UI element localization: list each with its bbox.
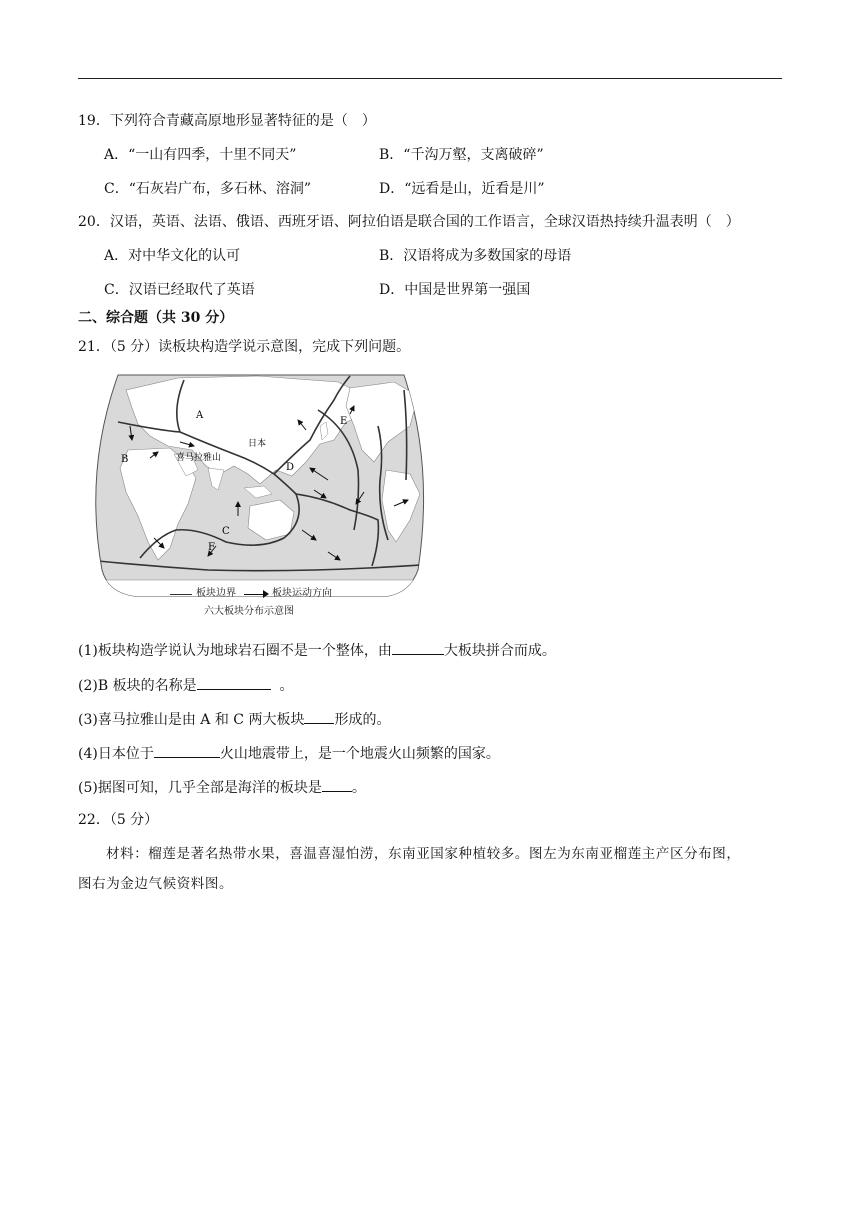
q20-stem: 20．汉语，英语、法语、俄语、西班牙语、阿拉伯语是联合国的工作语言，全球汉语热持续升温表明（ ） bbox=[78, 214, 740, 230]
legend-boundary-label: 板块边界 bbox=[196, 588, 236, 599]
q21-part4-text-b: 火山地震带上，是一个地震火山频繁的国家。 bbox=[219, 746, 500, 762]
map-label-e: E bbox=[340, 416, 348, 427]
q20-option-a: A．对中华文化的认可 bbox=[104, 248, 241, 264]
q21-part3 bbox=[78, 709, 390, 730]
answer-blank-3[interactable] bbox=[304, 709, 334, 724]
q19-option-d: D．“远看是山，近看是川” bbox=[379, 181, 545, 197]
map-label-b: B bbox=[121, 454, 129, 465]
answer-blank-5[interactable] bbox=[322, 777, 352, 792]
map-label-d: D bbox=[286, 462, 295, 473]
map-label-c: C bbox=[222, 526, 230, 537]
q21-part5-text-b: 。 bbox=[351, 780, 366, 796]
q21-part3-text-a: (3)喜马拉雅山是由 A 和 C 两大板块 bbox=[78, 712, 305, 728]
map-label-a: A bbox=[196, 410, 204, 421]
q21-part4 bbox=[78, 743, 500, 764]
q21-part2-text-a: (2)B 板块的名称是 bbox=[78, 678, 197, 694]
q22-material-line-2: 图右为金边气候资料图。 bbox=[78, 876, 234, 892]
q19-stem: 19．下列符合青藏高原地形显著特征的是（ ） bbox=[78, 113, 376, 129]
q21-part1-text-a: (1)板块构造学说认为地球岩石圈不是一个整体，由 bbox=[78, 643, 392, 659]
q19-option-a: A．“一山有四季，十里不同天” bbox=[104, 147, 297, 163]
legend-arrow-icon bbox=[263, 590, 269, 598]
q20-option-d: D．中国是世界第一强国 bbox=[379, 282, 531, 298]
plate-map bbox=[88, 370, 434, 630]
q21-part2 bbox=[78, 675, 293, 696]
answer-blank-1[interactable] bbox=[392, 640, 444, 655]
plate-map-figure bbox=[88, 370, 434, 630]
section-title: 二、综合题（共 30 分） bbox=[78, 310, 234, 326]
q19-option-b: B．“千沟万壑，支离破碎” bbox=[379, 147, 544, 163]
q21-part1 bbox=[78, 640, 556, 661]
map-label-japan: 日本 bbox=[248, 439, 267, 449]
q21-part4-text-a: (4)日本位于 bbox=[78, 746, 154, 762]
q22-material-line-1: 材料：榴莲是著名热带水果，喜温喜湿怕涝，东南亚国家种植较多。图左为东南亚榴莲主产区分布图， bbox=[106, 846, 741, 862]
legend-direction-label: 板块运动方向 bbox=[272, 588, 332, 599]
map-label-f: F bbox=[208, 542, 215, 553]
q21-part5-text-a: (5)据图可知，几乎全部是海洋的板块是 bbox=[78, 780, 322, 796]
map-label-himalaya: 喜马拉雅山 bbox=[176, 453, 222, 463]
q21-part3-text-b: 形成的。 bbox=[334, 712, 391, 728]
q22-stem: 22．（5 分） bbox=[78, 812, 159, 828]
q19-option-c: C．“石灰岩广布，多石林、溶洞” bbox=[104, 181, 312, 197]
q20-option-c: C．汉语已经取代了英语 bbox=[104, 282, 255, 298]
answer-blank-4[interactable] bbox=[154, 743, 220, 758]
q21-part1-text-b: 大板块拼合而成。 bbox=[443, 643, 556, 659]
answer-blank-2[interactable] bbox=[197, 675, 271, 690]
q20-option-b: B．汉语将成为多数国家的母语 bbox=[379, 248, 572, 264]
header-rule bbox=[78, 78, 782, 79]
q21-stem: 21．（5 分）读板块构造学说示意图，完成下列问题。 bbox=[78, 339, 411, 355]
q21-part5 bbox=[78, 777, 366, 798]
q21-part2-text-b: 。 bbox=[279, 678, 294, 694]
legend-boundary-line bbox=[170, 594, 192, 595]
map-caption: 六大板块分布示意图 bbox=[204, 606, 294, 617]
